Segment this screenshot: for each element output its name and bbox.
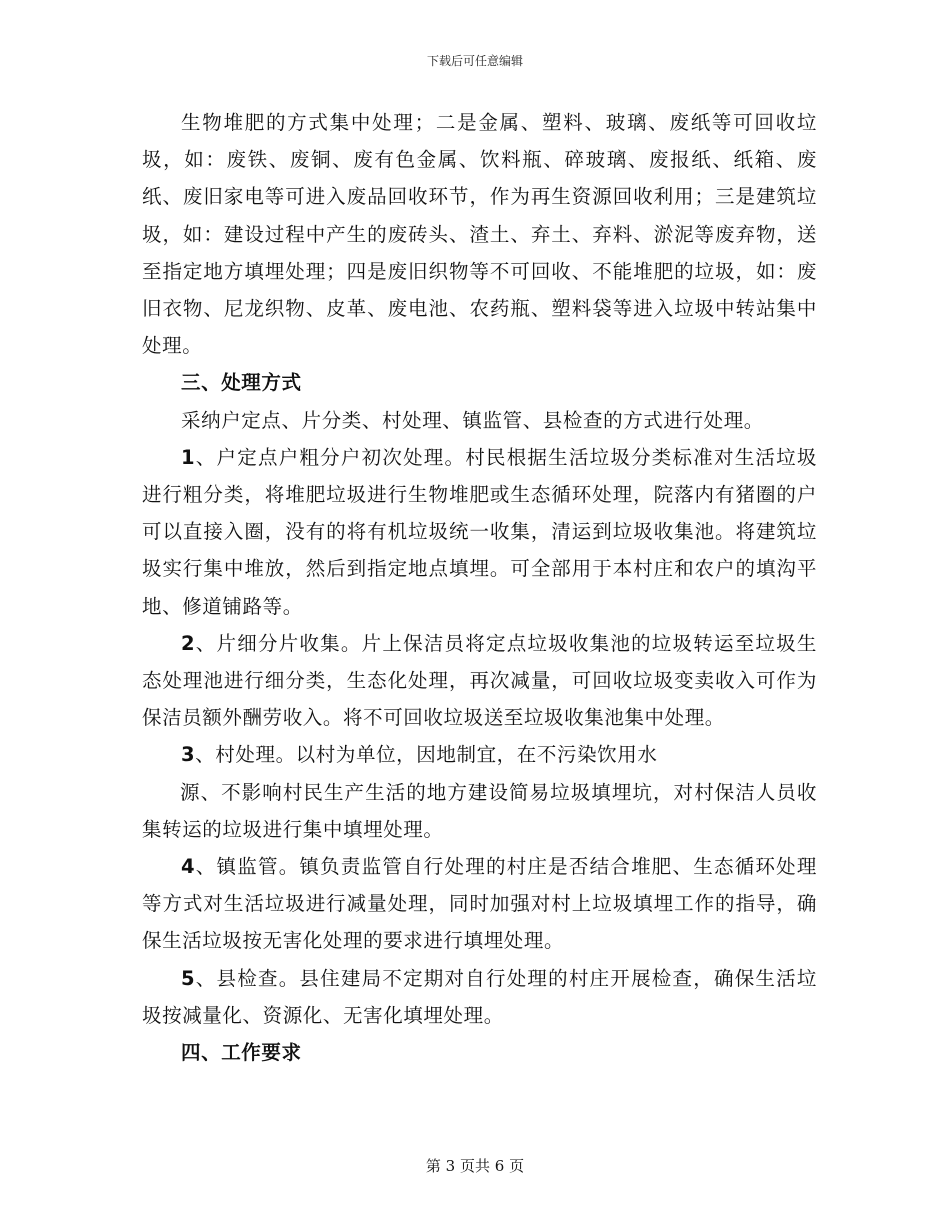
list-item-5 <box>142 960 817 1034</box>
list-item-3-continuation: 源、不影响村民生产生活的地方建设简易垃圾填埋坑，对村保洁人员收集转运的垃圾进行集中填埋处理。 <box>142 780 817 841</box>
list-number: 1 <box>181 445 196 469</box>
list-item-text: 、村处理。以村为单位，因地制宜，在不污染饮用水 <box>195 743 658 767</box>
paragraph-waste-categories: 生物堆肥的方式集中处理；二是金属、塑料、玻璃、废纸等可回收垃圾，如：废铁、废铜、废有色金属、饮料瓶、碎玻璃、废报纸、纸箱、废纸、废旧家电等可进入废品回收环节，作为再生资源回收利用；三是建筑垃圾，如：建设过程中产生的废砖头、渣土、弃土、弃料、淤泥等废弃物，送至指定地方填埋处理；四是废旧织物等不可回收、不能堆肥的垃圾，如：废旧衣物、尼龙织物、皮革、废电池、农药瓶、塑料袋等进入垃圾中转站集中处理。 <box>142 111 817 358</box>
list-item-text: 、片细分片收集。片上保洁员将定点垃圾收集池的垃圾转运至垃圾生态处理池进行细分类，生态化处理，再次减量，可回收垃圾变卖收入可作为保洁员额外酬劳收入。将不可回收垃圾送至垃圾收集池集中处理。 <box>142 631 817 730</box>
list-number: 5 <box>181 966 196 990</box>
list-item-2 <box>142 625 817 737</box>
list-item-1 <box>142 439 817 625</box>
list-item-text: 、县检查。县住建局不定期对自行处理的村庄开展检查，确保生活垃圾按减量化、资源化、无害化填埋处理。 <box>142 966 817 1027</box>
page-header: 下载后可任意编辑 <box>426 54 523 68</box>
document-body <box>142 104 817 1071</box>
section-heading-work-requirements: 四、工作要求 <box>181 1041 302 1065</box>
page-footer: 第 3 页共 6 页 <box>425 1157 525 1175</box>
list-item-4 <box>142 848 817 960</box>
section-heading-processing-method: 三、处理方式 <box>181 371 302 395</box>
list-number: 4 <box>181 855 196 879</box>
list-number: 3 <box>181 743 196 767</box>
list-item-text: 、镇监管。镇负责监管自行处理的村庄是否结合堆肥、生态循环处理等方式对生活垃圾进行减量处理，同时加强对村上垃圾填埋工作的指导，确保生活垃圾按无害化处理的要求进行填埋处理。 <box>142 855 817 953</box>
list-item-text: 、户定点户粗分户初次处理。村民根据生活垃圾分类标准对生活垃圾进行粗分类，将堆肥垃圾进行生物堆肥或生态循环处理，院落内有猪圈的户可以直接入圈，没有的将有机垃圾统一收集，清运到垃圾收集池。将建筑垃圾实行集中堆放，然后到指定地点填埋。可全部用于本村庄和农户的填沟平地、修道铺路等。 <box>142 445 817 618</box>
list-number: 2 <box>181 631 196 655</box>
paragraph-processing-intro: 采纳户定点、片分类、村处理、镇监管、县检查的方式进行处理。 <box>181 408 764 432</box>
list-item-3 <box>142 736 817 773</box>
